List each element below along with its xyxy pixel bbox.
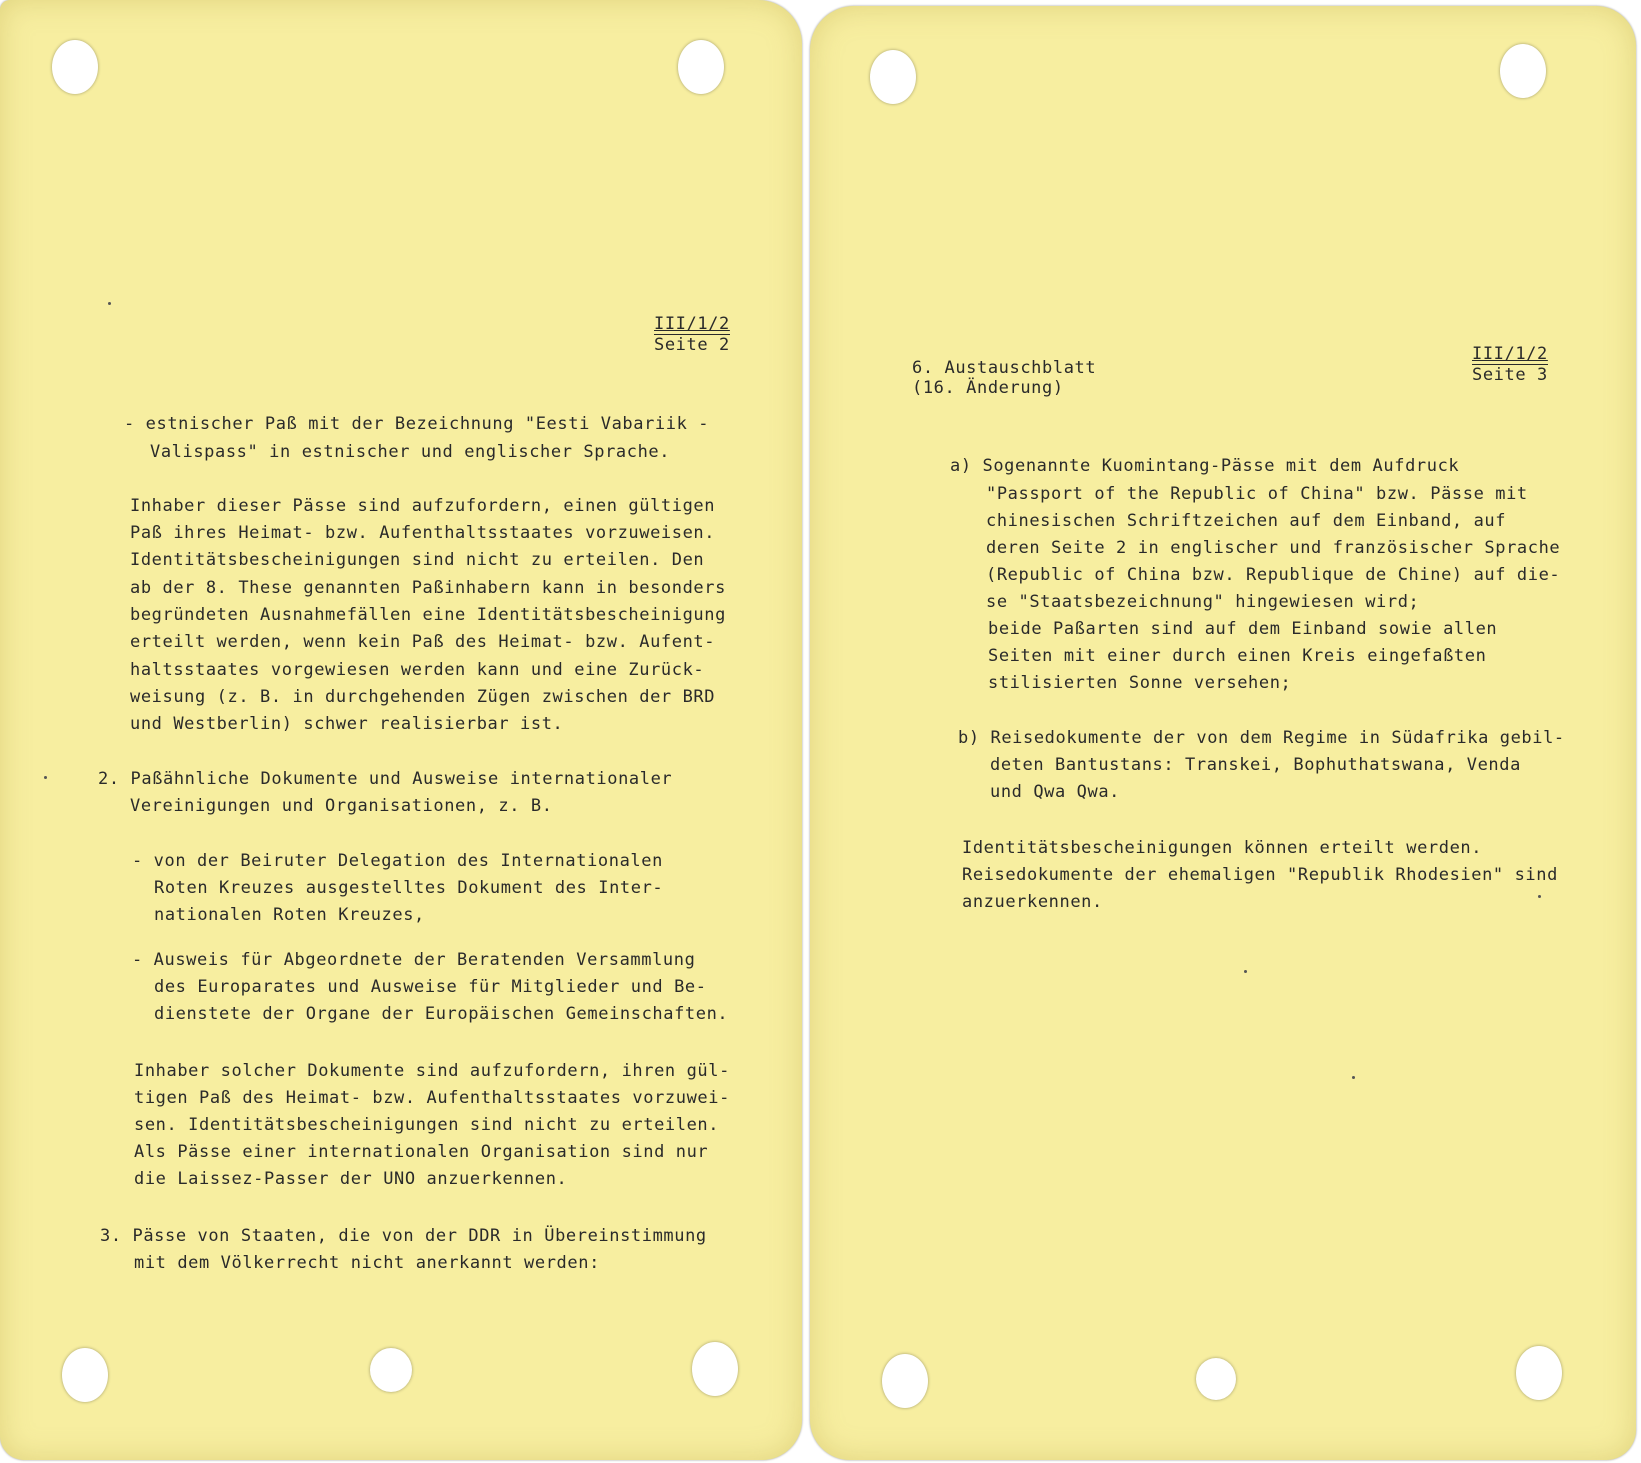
- text-line: und Westberlin) schwer realisierbar ist.: [130, 714, 564, 734]
- punch-hole: [52, 40, 98, 94]
- text-line: Identitätsbescheinigungen können erteilt werden.: [962, 838, 1483, 858]
- text-line: weisung (z. B. in durchgehenden Zügen zwischen der BRD: [130, 687, 716, 707]
- speck: [44, 776, 47, 779]
- text-line: - Ausweis für Abgeordnete der Beratenden Versammlung: [132, 950, 696, 970]
- section-subheading: (16. Änderung): [912, 378, 1064, 398]
- text-line: erteilt werden, wenn kein Paß des Heimat- bzw. Aufent-: [130, 632, 716, 652]
- punch-hole: [1516, 1346, 1562, 1400]
- text-line: - estnischer Paß mit der Bezeichnung "Eesti Vabariik -: [124, 414, 710, 434]
- speck: [1538, 895, 1541, 898]
- text-line: Valispass" in estnischer und englischer Sprache.: [150, 442, 671, 462]
- text-line: ab der 8. These genannten Paßinhabern kann in besonders: [130, 578, 726, 598]
- text-line: Seiten mit einer durch einen Kreis eingefaßten: [988, 646, 1487, 666]
- text-line: 2. Paßähnliche Dokumente und Ausweise internationaler: [98, 769, 673, 789]
- speck: [1352, 1076, 1355, 1079]
- text-line: haltsstaates vorgewiesen werden kann und eine Zurück-: [130, 660, 705, 680]
- text-line: beide Paßarten sind auf dem Einband sowie allen: [988, 619, 1498, 639]
- text-line: (Republic of China bzw. Republique de Chine) auf die-: [986, 565, 1561, 585]
- text-line: deren Seite 2 in englischer und französischer Sprache: [986, 538, 1561, 558]
- text-line: Als Pässe einer internationalen Organisation sind nur: [134, 1142, 709, 1162]
- text-line: sen. Identitätsbescheinigungen sind nicht zu erteilen.: [134, 1115, 720, 1135]
- text-line: - von der Beiruter Delegation des Internationalen: [132, 851, 663, 871]
- text-line: Inhaber solcher Dokumente sind aufzufordern, ihren gül-: [134, 1061, 730, 1081]
- document-reference: [654, 314, 730, 356]
- punch-hole: [1500, 44, 1546, 98]
- text-line: mit dem Völkerrecht nicht anerkannt werden:: [134, 1253, 600, 1273]
- punch-hole: [370, 1348, 412, 1392]
- text-line: anzuerkennen.: [962, 892, 1103, 912]
- document-page-left: [0, 0, 802, 1460]
- reference-code: III/1/2: [654, 314, 730, 334]
- text-line: Vereinigungen und Organisationen, z. B.: [130, 796, 553, 816]
- reference-code: III/1/2: [1472, 344, 1548, 364]
- text-line: des Europarates und Ausweise für Mitglieder und Be-: [154, 977, 707, 997]
- text-line: chinesischen Schriftzeichen auf dem Einband, auf: [986, 511, 1507, 531]
- section-heading: 6. Austauschblatt: [912, 358, 1097, 378]
- punch-hole: [62, 1348, 108, 1402]
- text-line: Paß ihres Heimat- bzw. Aufenthaltsstaates vorzuweisen.: [130, 523, 716, 543]
- text-line: Reisedokumente der ehemaligen "Republik Rhodesien" sind: [962, 865, 1558, 885]
- text-line: se "Staatsbezeichnung" hingewiesen wird;: [986, 592, 1420, 612]
- page-number: Seite 3: [1472, 365, 1548, 386]
- text-line: begründeten Ausnahmefällen eine Identitätsbescheinigung: [130, 605, 726, 625]
- punch-hole: [870, 50, 916, 104]
- document-page-right: [810, 6, 1636, 1460]
- document-reference: [1472, 344, 1548, 386]
- text-line: nationalen Roten Kreuzes,: [154, 905, 425, 925]
- text-line: Roten Kreuzes ausgestelltes Dokument des Inter-: [154, 878, 664, 898]
- text-line: Identitätsbescheinigungen sind nicht zu erteilen. Den: [130, 550, 705, 570]
- text-line: die Laissez-Passer der UNO anzuerkennen.: [134, 1169, 568, 1189]
- text-line: dienstete der Organe der Europäischen Gemeinschaften.: [154, 1004, 729, 1024]
- text-line: und Qwa Qwa.: [990, 782, 1121, 802]
- punch-hole: [678, 40, 724, 94]
- speck: [108, 302, 111, 305]
- text-line: "Passport of the Republic of China" bzw. Pässe mit: [986, 484, 1528, 504]
- speck: [1244, 970, 1247, 973]
- punch-hole: [882, 1354, 928, 1408]
- text-line: b) Reisedokumente der von dem Regime in Südafrika gebil-: [958, 728, 1565, 748]
- text-line: Inhaber dieser Pässe sind aufzufordern, einen gültigen: [130, 496, 716, 516]
- text-line: deten Bantustans: Transkei, Bophuthatswana, Venda: [990, 755, 1521, 775]
- punch-hole: [1196, 1358, 1236, 1400]
- text-line: stilisierten Sonne versehen;: [988, 673, 1292, 693]
- text-line: 3. Pässe von Staaten, die von der DDR in Übereinstimmung: [100, 1226, 707, 1246]
- text-line: a) Sogenannte Kuomintang-Pässe mit dem Aufdruck: [950, 456, 1460, 476]
- punch-hole: [692, 1342, 738, 1396]
- text-line: tigen Paß des Heimat- bzw. Aufenthaltsstaates vorzuwei-: [134, 1088, 730, 1108]
- page-number: Seite 2: [654, 335, 730, 356]
